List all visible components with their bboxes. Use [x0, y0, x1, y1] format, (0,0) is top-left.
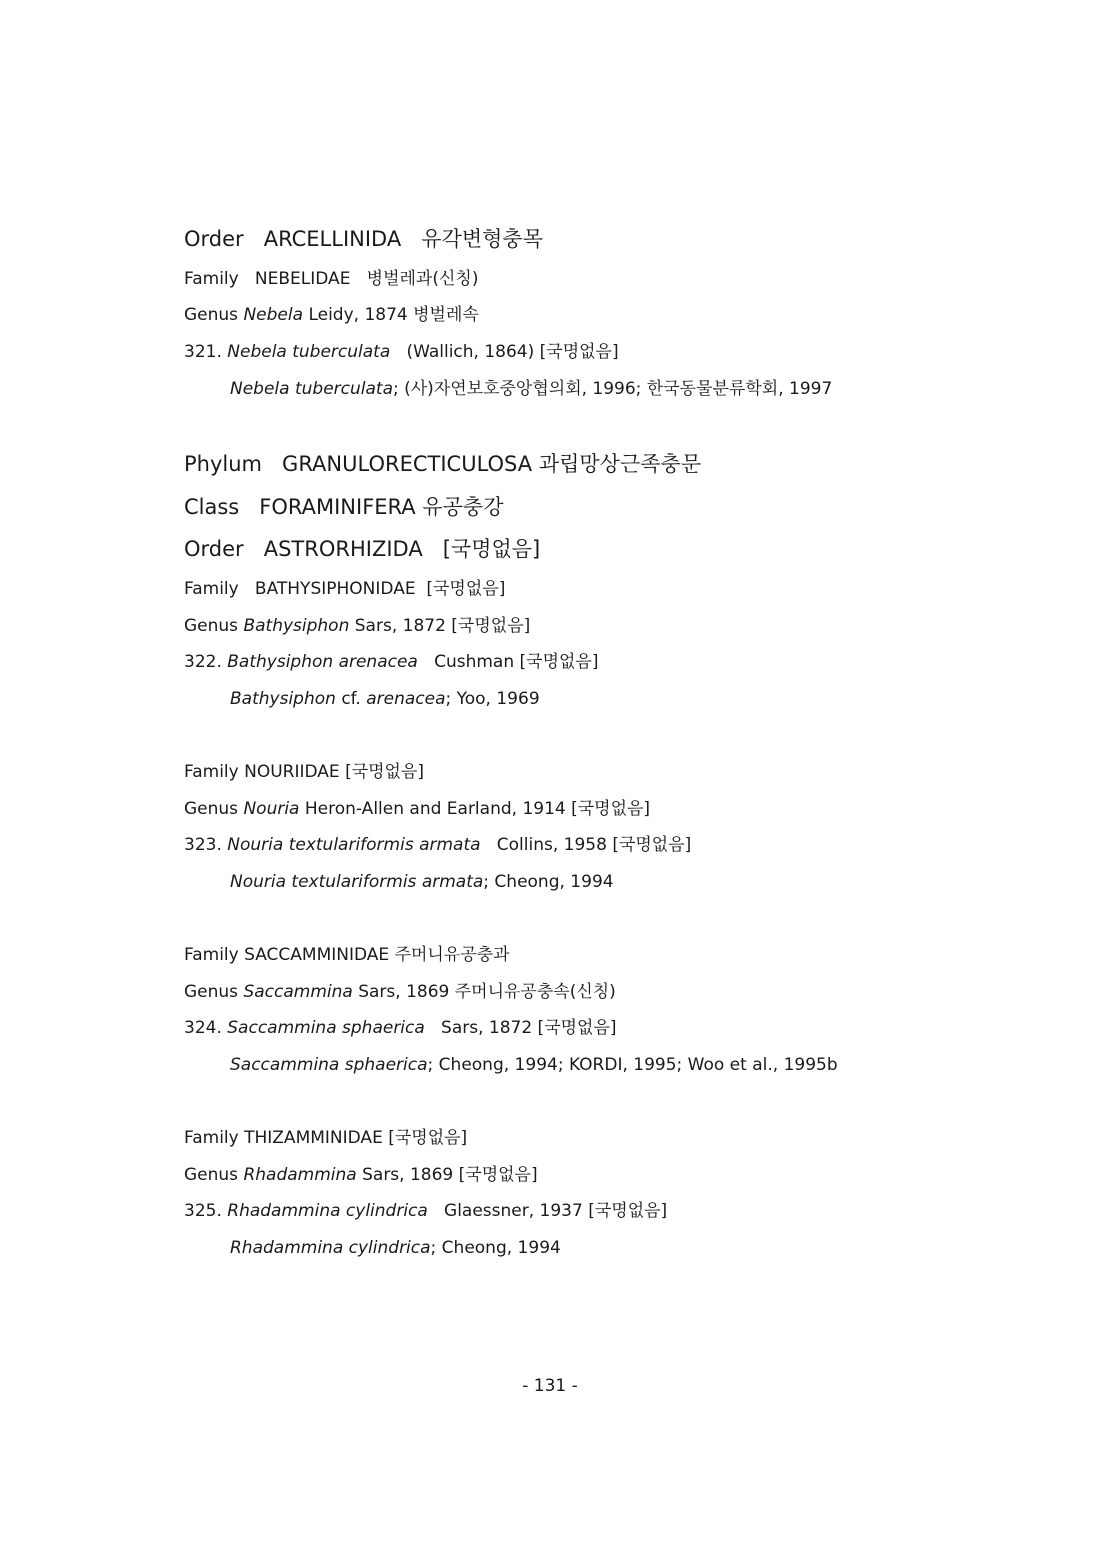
rank-label: Order	[184, 537, 244, 561]
species-entry	[184, 1203, 667, 1220]
reference-line	[230, 691, 540, 708]
rank-label: Genus	[184, 616, 239, 636]
species-name: Saccammina sphaerica	[227, 1018, 425, 1038]
rank-label: Family	[184, 579, 239, 599]
rank-label: Phylum	[184, 452, 263, 476]
species-entry	[184, 1020, 617, 1037]
reference-taxon: Rhadammina cylindrica	[230, 1238, 431, 1258]
reference-text: ; (사)자연보호중앙협의회, 1996; 한국동물분류학회, 1997	[393, 379, 833, 399]
korean-name: [국명없음]	[442, 537, 541, 561]
reference-taxon: Saccammina sphaerica	[230, 1055, 428, 1075]
family-heading	[184, 947, 510, 964]
rank-label: Order	[184, 227, 244, 251]
genus-name: Bathysiphon	[243, 616, 350, 636]
species-number: 321.	[184, 342, 222, 362]
species-name: Bathysiphon arenacea	[227, 652, 418, 672]
family-heading	[184, 1130, 467, 1147]
rank-label: Genus	[184, 799, 239, 819]
species-author: Sars, 1872 [국명없음]	[441, 1018, 617, 1038]
reference-text: ; Cheong, 1994	[483, 872, 614, 892]
taxon-name: NEBELIDAE	[254, 269, 351, 289]
species-author: Collins, 1958 [국명없음]	[496, 835, 692, 855]
reference-line	[230, 874, 614, 891]
page-number: - 131 -	[522, 1376, 578, 1396]
species-author: (Wallich, 1864) [국명없음]	[406, 342, 619, 362]
reference-line	[230, 1057, 838, 1074]
korean-name: 주머니유공충과	[394, 945, 510, 965]
taxon-name: THIZAMMINIDAE	[244, 1128, 383, 1148]
species-author: Glaessner, 1937 [국명없음]	[444, 1201, 668, 1221]
species-number: 324.	[184, 1018, 222, 1038]
korean-name: 병벌레과(신칭)	[366, 269, 479, 289]
class-heading	[184, 497, 504, 518]
reference-epithet: arenacea	[366, 689, 446, 709]
genus-heading	[184, 307, 479, 324]
genus-heading	[184, 984, 616, 1001]
genus-author: Sars, 1872 [국명없음]	[354, 616, 531, 636]
species-entry	[184, 654, 598, 671]
korean-name: 유공충강	[422, 495, 504, 519]
reference-qualifier: cf.	[341, 689, 361, 709]
genus-heading	[184, 801, 650, 818]
genus-heading	[184, 1167, 538, 1184]
genus-name: Rhadammina	[243, 1165, 357, 1185]
species-name: Rhadammina cylindrica	[227, 1201, 428, 1221]
taxon-name: ARCELLINIDA	[263, 227, 402, 251]
reference-taxon: Nouria textulariformis armata	[230, 872, 484, 892]
genus-author: Heron-Allen and Earland, 1914 [국명없음]	[304, 799, 651, 819]
korean-name: [국명없음]	[388, 1128, 468, 1148]
genus-name: Nouria	[243, 799, 300, 819]
species-number: 325.	[184, 1201, 222, 1221]
reference-text: ; Yoo, 1969	[445, 689, 540, 709]
rank-label: Family	[184, 762, 239, 782]
order-heading	[184, 229, 543, 250]
reference-taxon: Nebela tuberculata	[230, 379, 393, 399]
taxon-name: ASTRORHIZIDA	[263, 537, 423, 561]
phylum-heading	[184, 454, 701, 475]
species-entry	[184, 344, 619, 361]
rank-label: Family	[184, 269, 239, 289]
rank-label: Genus	[184, 305, 239, 325]
genus-heading	[184, 618, 530, 635]
taxon-name: GRANULORECTICULOSA	[282, 452, 533, 476]
species-name: Nouria textulariformis armata	[227, 835, 481, 855]
species-entry	[184, 837, 691, 854]
family-heading	[184, 764, 424, 781]
genus-name: Nebela	[243, 305, 304, 325]
genus-author: Sars, 1869 주머니유공충속(신칭)	[358, 982, 616, 1002]
rank-label: Class	[184, 495, 240, 519]
reference-text: ; Cheong, 1994; KORDI, 1995; Woo et al., 1995b	[427, 1055, 838, 1075]
taxon-name: SACCAMMINIDAE	[244, 945, 390, 965]
species-number: 322.	[184, 652, 222, 672]
species-author: Cushman [국명없음]	[434, 652, 599, 672]
korean-name: [국명없음]	[426, 579, 506, 599]
reference-taxon: Bathysiphon	[230, 689, 336, 709]
korean-name: [국명없음]	[345, 762, 425, 782]
species-name: Nebela tuberculata	[227, 342, 391, 362]
family-heading	[184, 581, 505, 598]
taxon-name: FORAMINIFERA	[259, 495, 416, 519]
rank-label: Family	[184, 945, 239, 965]
taxon-name: NOURIIDAE	[244, 762, 340, 782]
genus-author: Leidy, 1874 병벌레속	[308, 305, 479, 325]
reference-line	[230, 381, 832, 398]
rank-label: Genus	[184, 1165, 239, 1185]
rank-label: Genus	[184, 982, 239, 1002]
species-number: 323.	[184, 835, 222, 855]
genus-name: Saccammina	[243, 982, 353, 1002]
order-heading	[184, 539, 540, 560]
taxon-name: BATHYSIPHONIDAE	[254, 579, 416, 599]
family-heading	[184, 271, 478, 288]
reference-line	[230, 1240, 561, 1257]
rank-label: Family	[184, 1128, 239, 1148]
korean-name: 유각변형충목	[421, 227, 543, 251]
genus-author: Sars, 1869 [국명없음]	[362, 1165, 538, 1185]
korean-name: 과립망상근족충문	[538, 452, 702, 476]
reference-text: ; Cheong, 1994	[430, 1238, 561, 1258]
